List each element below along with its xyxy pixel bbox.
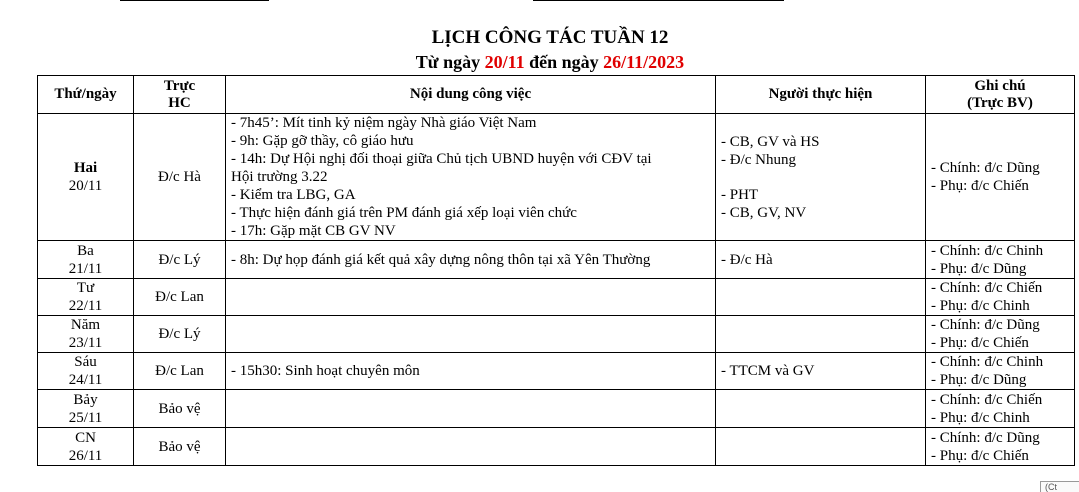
content-cell bbox=[226, 428, 716, 466]
note-main: - Chính: đ/c Dũng bbox=[931, 317, 1040, 333]
page-title: LỊCH CÔNG TÁC TUẦN 12 bbox=[431, 27, 669, 48]
note-cell bbox=[926, 390, 1075, 428]
day-name: Sáu bbox=[74, 354, 97, 370]
header-duty-line1: Trực bbox=[163, 77, 196, 94]
day-date: 23/11 bbox=[68, 335, 103, 351]
duty-cell: Bảo vệ bbox=[134, 428, 226, 466]
day-name: Ba bbox=[77, 242, 94, 259]
day-date: 26/11 bbox=[68, 447, 103, 464]
subtitle-prefix: Từ ngày bbox=[415, 52, 485, 72]
day-cell bbox=[38, 241, 134, 279]
note-cell bbox=[926, 316, 1075, 353]
header-note bbox=[926, 76, 1075, 114]
day-cell bbox=[38, 316, 134, 353]
header-day: Thứ/ngày bbox=[38, 76, 134, 114]
person-cell bbox=[716, 316, 926, 353]
page-subtitle bbox=[0, 52, 1079, 73]
day-date: 20/11 bbox=[68, 178, 103, 194]
person-cell bbox=[716, 353, 926, 390]
table-row bbox=[38, 114, 1075, 241]
table-row bbox=[38, 279, 1075, 316]
day-date: 24/11 bbox=[68, 372, 103, 388]
content-line: - Kiểm tra LBG, GA bbox=[231, 187, 356, 203]
day-cell bbox=[38, 114, 134, 241]
content-line: - Thực hiện đánh giá trên PM đánh giá xếp loại viên chức bbox=[231, 205, 577, 221]
header-duty-line2: HC bbox=[168, 94, 191, 111]
note-sub: - Phụ: đ/c Chinh bbox=[931, 298, 1030, 314]
content-cell bbox=[226, 390, 716, 428]
day-name: Bảy bbox=[73, 391, 98, 408]
table-row bbox=[38, 316, 1075, 353]
duty-cell: Bảo vệ bbox=[134, 390, 226, 428]
header-content: Nội dung công việc bbox=[226, 76, 716, 114]
note-cell bbox=[926, 428, 1075, 466]
person-cell bbox=[716, 390, 926, 428]
note-sub: - Phụ: đ/c Chinh bbox=[931, 409, 1030, 426]
note-main: - Chính: đ/c Dũng bbox=[931, 160, 1040, 176]
note-main: - Chính: đ/c Dũng bbox=[931, 429, 1040, 446]
person-line: - Đ/c Hà bbox=[721, 251, 773, 268]
subtitle-middle: đến ngày bbox=[524, 52, 604, 72]
content-cell bbox=[226, 353, 716, 390]
person-cell bbox=[716, 114, 926, 241]
note-cell bbox=[926, 353, 1075, 390]
duty-cell: Đ/c Hà bbox=[134, 114, 226, 241]
subtitle-end-date: 26/11/2023 bbox=[603, 52, 685, 72]
note-cell bbox=[926, 114, 1075, 241]
schedule-table bbox=[37, 75, 1075, 466]
note-main: - Chính: đ/c Chiến bbox=[931, 391, 1043, 408]
day-name: CN bbox=[75, 429, 96, 446]
duty-cell: Đ/c Lý bbox=[134, 241, 226, 279]
table-row bbox=[38, 241, 1075, 279]
content-line: Hội trường 3.22 bbox=[231, 169, 328, 185]
header-note-line2: (Trực BV) bbox=[967, 94, 1033, 111]
person-cell bbox=[716, 241, 926, 279]
content-line: - 14h: Dự Hội nghị đối thoại giữa Chủ tịch UBND huyện với CĐV tại bbox=[231, 151, 652, 167]
table-row bbox=[38, 390, 1075, 428]
person-line: - Đ/c Nhung bbox=[721, 151, 796, 168]
day-date: 22/11 bbox=[68, 298, 103, 314]
day-name: Hai bbox=[73, 160, 98, 176]
top-rule-right bbox=[533, 0, 784, 1]
person-cell bbox=[716, 428, 926, 466]
person-line: - PHT bbox=[721, 186, 759, 203]
duty-cell: Đ/c Lý bbox=[134, 316, 226, 353]
note-sub: - Phụ: đ/c Chiến bbox=[931, 335, 1029, 351]
person-line: - TTCM và GV bbox=[721, 363, 815, 379]
note-main: - Chính: đ/c Chinh bbox=[931, 242, 1044, 259]
note-cell bbox=[926, 279, 1075, 316]
note-sub: - Phụ: đ/c Dũng bbox=[931, 372, 1027, 388]
content-line: - 9h: Gặp gỡ thầy, cô giáo hưu bbox=[231, 133, 414, 149]
header-note-line1: Ghi chú bbox=[974, 77, 1026, 94]
person-line: - CB, GV và HS bbox=[721, 133, 820, 150]
day-date: 21/11 bbox=[68, 260, 103, 277]
day-cell bbox=[38, 390, 134, 428]
day-cell bbox=[38, 353, 134, 390]
note-main: - Chính: đ/c Chinh bbox=[931, 354, 1044, 370]
note-cell bbox=[926, 241, 1075, 279]
note-sub: - Phụ: đ/c Chiến bbox=[931, 178, 1029, 194]
table-row bbox=[38, 428, 1075, 466]
subtitle-start-date: 20/11 bbox=[484, 52, 525, 72]
content-line: - 17h: Gặp mặt CB GV NV bbox=[231, 223, 396, 239]
content-line: - 7h45’: Mít tinh kỷ niệm ngày Nhà giáo Việt Nam bbox=[231, 115, 537, 131]
day-date: 25/11 bbox=[68, 409, 103, 426]
day-name: Tư bbox=[76, 280, 95, 296]
table-header-row bbox=[38, 76, 1075, 114]
person-cell bbox=[716, 279, 926, 316]
duty-cell: Đ/c Lan bbox=[134, 279, 226, 316]
header-duty bbox=[134, 76, 226, 114]
paste-options-tag[interactable]: (Ct bbox=[1040, 481, 1079, 492]
table-row bbox=[38, 353, 1075, 390]
note-main: - Chính: đ/c Chiến bbox=[931, 280, 1043, 296]
day-cell bbox=[38, 428, 134, 466]
content-cell bbox=[226, 241, 716, 279]
top-rule-left bbox=[120, 0, 269, 1]
content-line: - 15h30: Sinh hoạt chuyên môn bbox=[231, 363, 420, 379]
content-line: - 8h: Dự họp đánh giá kết quả xây dựng nông thôn tại xã Yên Thường bbox=[231, 251, 651, 268]
content-cell bbox=[226, 316, 716, 353]
content-cell bbox=[226, 279, 716, 316]
person-line: - CB, GV, NV bbox=[721, 204, 807, 221]
note-sub: - Phụ: đ/c Chiến bbox=[931, 447, 1029, 464]
content-cell bbox=[226, 114, 716, 241]
day-name: Năm bbox=[70, 317, 101, 333]
person-blank-line bbox=[721, 169, 920, 186]
note-sub: - Phụ: đ/c Dũng bbox=[931, 260, 1027, 277]
duty-cell: Đ/c Lan bbox=[134, 353, 226, 390]
day-cell bbox=[38, 279, 134, 316]
header-person: Người thực hiện bbox=[716, 76, 926, 114]
